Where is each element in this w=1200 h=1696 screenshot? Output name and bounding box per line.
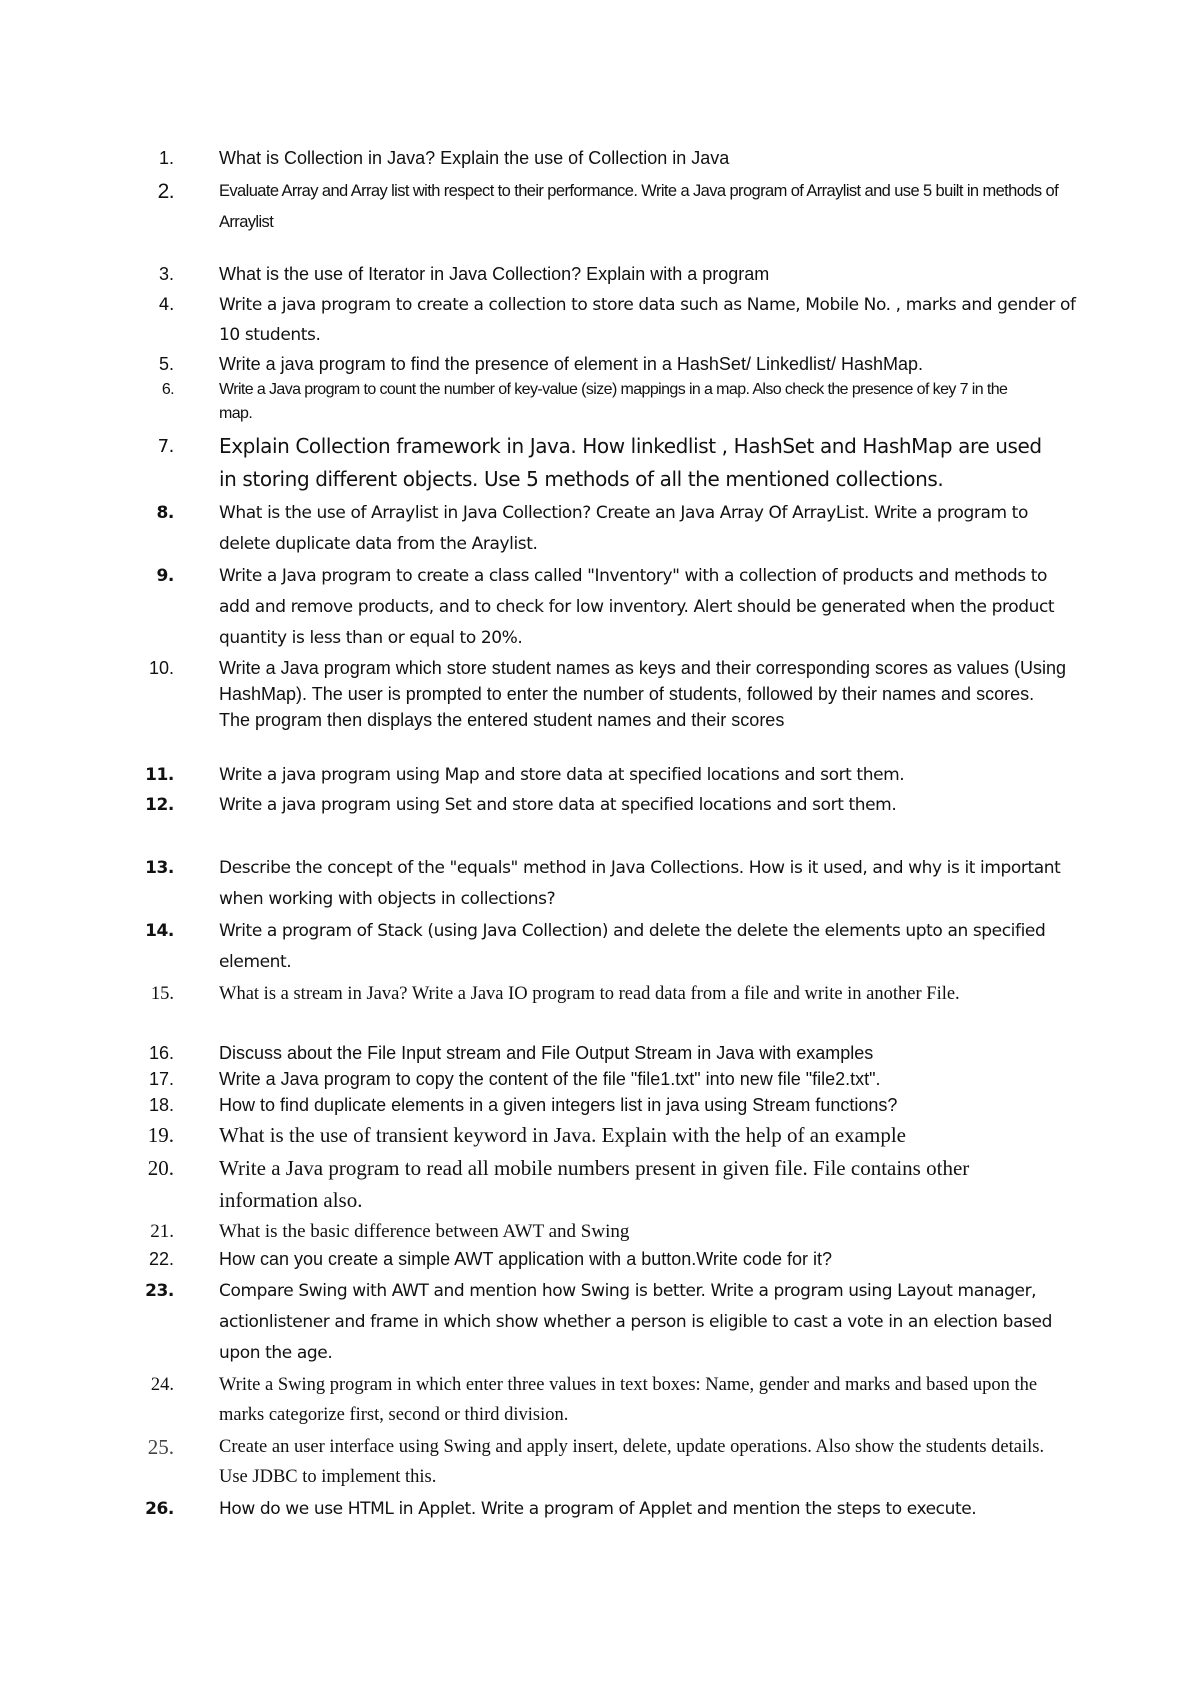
question-number: 19. — [147, 1123, 174, 1147]
question-1 — [158, 146, 1098, 170]
question-text: Write a Java program to read all mobile numbers present in given file. File contains other information also. — [219, 1156, 970, 1212]
question-14 — [145, 916, 1098, 978]
question-17 — [148, 1067, 1098, 1091]
question-text: Write a java program using Set and store data at specified locations and sort them. — [219, 795, 897, 815]
question-number: 1. — [158, 148, 174, 168]
question-number: 22. — [148, 1249, 174, 1269]
question-text: Describe the concept of the "equals" method in Java Collections. How is it used, and why is it important when working with objects in collections? — [219, 858, 1061, 909]
question-text: Write a program of Stack (using Java Collection) and delete the delete the elements upto an specified element. — [219, 921, 1046, 972]
question-text: Write a Java program to create a class called "Inventory" with a collection of products and methods to add and remove products, and to check for low inventory. Alert should be generated when the product quantity is less than or equal to 20%. — [219, 566, 1055, 648]
question-11 — [145, 760, 1098, 790]
question-20 — [147, 1152, 1098, 1216]
question-number: 7. — [157, 436, 174, 457]
question-7 — [157, 430, 1098, 496]
question-9 — [156, 561, 1098, 654]
question-18 — [148, 1093, 1098, 1117]
question-24 — [150, 1370, 1098, 1430]
question-4 — [158, 290, 1098, 350]
question-text: How can you create a simple AWT application with a button.Write code for it? — [219, 1249, 832, 1269]
question-13 — [145, 853, 1098, 915]
question-6 — [161, 378, 1098, 426]
question-number: 21. — [150, 1221, 174, 1242]
question-19 — [147, 1120, 1098, 1150]
question-15 — [150, 979, 1098, 1009]
question-number: 25. — [147, 1435, 174, 1459]
question-text: What is the use of transient keyword in Java. Explain with the help of an example — [219, 1123, 906, 1147]
question-text: Evaluate Array and Array list with respect to their performance. Write a Java program of Arraylist and use 5 built in methods of Arraylist — [219, 182, 1059, 231]
question-number: 26. — [145, 1499, 174, 1519]
question-16 — [148, 1041, 1098, 1065]
question-26 — [145, 1494, 1098, 1525]
question-text: Write a java program to find the presence of element in a HashSet/ Linkedlist/ HashMap. — [219, 354, 924, 374]
question-number: 12. — [145, 795, 174, 815]
question-25 — [147, 1432, 1098, 1492]
question-number: 3. — [158, 264, 174, 284]
question-number: 10. — [148, 658, 174, 678]
question-22 — [148, 1247, 1098, 1271]
question-text: Discuss about the File Input stream and File Output Stream in Java with examples — [219, 1043, 874, 1063]
question-number: 14. — [145, 921, 174, 941]
question-text: What is the basic difference between AWT and Swing — [219, 1221, 630, 1242]
question-text: Write a Java program to count the number of key-value (size) mappings in a map. Also check the presence of key 7 in the map. — [219, 381, 1008, 422]
question-3 — [158, 262, 1098, 286]
question-number: 15. — [150, 984, 174, 1004]
question-5 — [158, 352, 1098, 376]
question-number: 5. — [158, 354, 174, 374]
question-text: Write a Java program to copy the content of the file "file1.txt" into new file "file2.txt". — [219, 1069, 881, 1089]
question-text: What is Collection in Java? Explain the use of Collection in Java — [219, 148, 730, 168]
question-2 — [157, 176, 1098, 238]
question-text: What is the use of Iterator in Java Collection? Explain with a program — [219, 264, 770, 284]
question-number: 6. — [161, 381, 174, 398]
question-text: Create an user interface using Swing and apply insert, delete, update operations. Also show the students details. Use JDBC to implement this. — [219, 1437, 1045, 1487]
question-text: Write a java program using Map and store data at specified locations and sort them. — [219, 765, 905, 785]
question-text: How to find duplicate elements in a given integers list in java using Stream functions? — [219, 1095, 898, 1115]
question-text: What is the use of Arraylist in Java Collection? Create an Java Array Of ArrayList. Write a program to delete duplicate data from the Araylist. — [219, 503, 1028, 554]
question-number: 17. — [148, 1069, 174, 1089]
question-text: Write a java program to create a collection to store data such as Name, Mobile No. , marks and gender of 10 students. — [219, 295, 1076, 345]
question-12 — [145, 790, 1098, 820]
question-8 — [156, 498, 1098, 560]
question-number: 24. — [150, 1375, 174, 1395]
question-text: Compare Swing with AWT and mention how Swing is better. Write a program using Layout manager, actionlistener and frame in which show whether a person is eligible to cast a vote in an election based upon the age. — [219, 1281, 1052, 1363]
question-number: 2. — [157, 180, 174, 203]
question-number: 11. — [145, 765, 174, 785]
question-text: Write a Java program which store student names as keys and their corresponding scores as values (Using HashMap). The user is prompted to enter the number of students, followed by their names and scores. The program then displays the entered student names and their scores — [219, 658, 1067, 730]
question-10 — [148, 655, 1098, 733]
question-number: 8. — [156, 503, 174, 523]
question-number: 18. — [148, 1095, 174, 1115]
question-number: 13. — [145, 858, 174, 878]
question-text: How do we use HTML in Applet. Write a program of Applet and mention the steps to execute. — [219, 1499, 977, 1519]
question-text: What is a stream in Java? Write a Java IO program to read data from a file and write in another File. — [219, 984, 960, 1004]
question-number: 23. — [145, 1281, 174, 1301]
question-23 — [145, 1276, 1098, 1369]
question-21 — [150, 1218, 1098, 1246]
question-text: Write a Swing program in which enter three values in text boxes: Name, gender and marks and based upon the marks categorize first, second or third division. — [219, 1375, 1038, 1425]
question-text: Explain Collection framework in Java. How linkedlist , HashSet and HashMap are used in storing different objects. Use 5 methods of all the mentioned collections. — [219, 434, 1042, 491]
question-number: 16. — [148, 1043, 174, 1063]
question-number: 4. — [158, 295, 174, 315]
question-number: 9. — [156, 566, 174, 586]
question-number: 20. — [147, 1156, 174, 1180]
